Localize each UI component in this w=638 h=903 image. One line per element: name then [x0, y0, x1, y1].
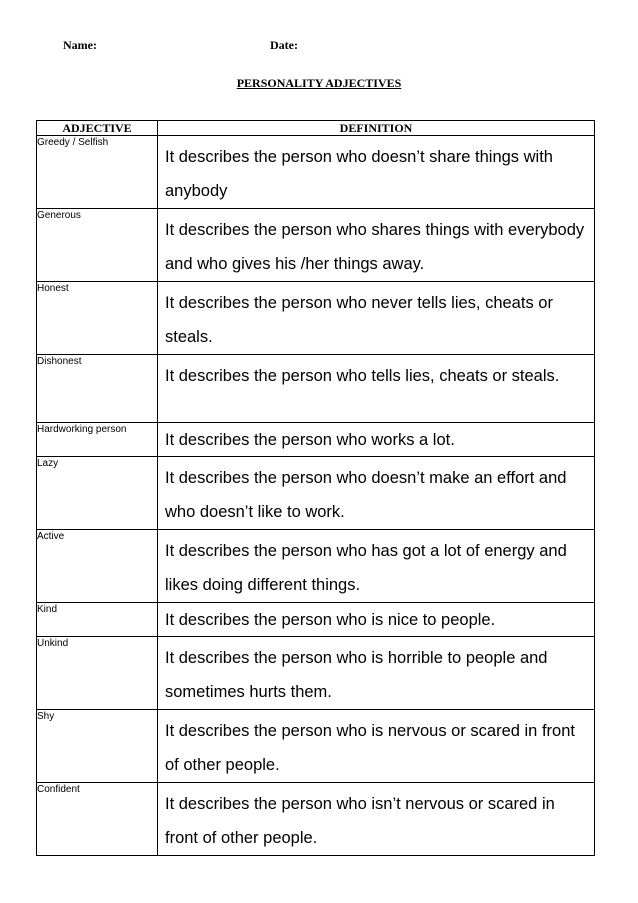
adjective-cell: Confident — [37, 783, 158, 856]
definition-cell: It describes the person who doesn’t make an effort and who doesn’t like to work. — [165, 469, 567, 521]
adjective-cell: Active — [37, 530, 158, 603]
table-row — [37, 457, 595, 530]
table-row — [37, 423, 595, 457]
table-row — [37, 637, 595, 710]
table-header-row — [37, 121, 595, 136]
table-row — [37, 355, 595, 423]
table-row — [37, 209, 595, 282]
definition-cell: It describes the person who is horrible to people and sometimes hurts them. — [165, 649, 548, 701]
column-header-adjective: ADJECTIVE — [37, 121, 158, 136]
table-row — [37, 136, 595, 209]
date-label: Date: — [270, 38, 298, 52]
name-label: Name: — [63, 38, 97, 52]
adjective-cell: Greedy / Selfish — [37, 136, 158, 209]
definition-cell: It describes the person who doesn’t share things with anybody — [165, 148, 553, 200]
table-row — [37, 282, 595, 355]
table-row — [37, 530, 595, 603]
table-row — [37, 603, 595, 637]
definition-cell: It describes the person who shares things with everybody and who gives his /her things away. — [165, 221, 585, 273]
definition-cell: It describes the person who is nervous or scared in front of other people. — [165, 722, 575, 774]
definition-cell: It describes the person who isn’t nervous or scared in front of other people. — [165, 795, 555, 847]
definition-cell: It describes the person who is nice to people. — [165, 611, 496, 629]
adjective-cell: Unkind — [37, 637, 158, 710]
adjectives-table — [36, 120, 595, 856]
definition-cell: It describes the person who never tells lies, cheats or steals. — [165, 294, 553, 346]
column-header-definition: DEFINITION — [158, 121, 595, 136]
definition-cell: It describes the person who has got a lot of energy and likes doing different things. — [165, 542, 567, 594]
adjective-cell: Lazy — [37, 457, 158, 530]
table-row — [37, 710, 595, 783]
definition-cell: It describes the person who tells lies, cheats or steals. — [165, 367, 560, 385]
page-title: PERSONALITY ADJECTIVES — [236, 76, 402, 90]
definition-cell: It describes the person who works a lot. — [165, 431, 455, 449]
adjective-cell: Honest — [37, 282, 158, 355]
adjective-cell: Kind — [37, 603, 158, 637]
adjective-cell: Hardworking person — [37, 423, 158, 457]
adjective-cell: Dishonest — [37, 355, 158, 423]
adjective-cell: Generous — [37, 209, 158, 282]
table-row — [37, 783, 595, 856]
adjective-cell: Shy — [37, 710, 158, 783]
